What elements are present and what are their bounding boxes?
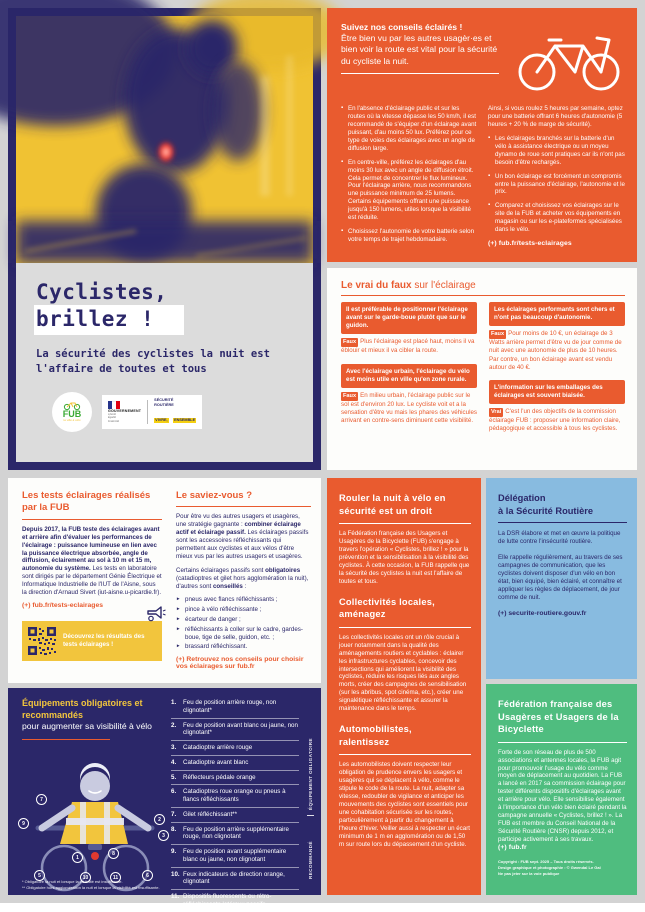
footnote-1: * Obligatoire la nuit et lorsque la visibilité est insuffisante.	[22, 879, 123, 884]
copyright	[498, 859, 627, 877]
cyclist-illustration	[14, 766, 174, 884]
cover-photo	[16, 16, 313, 263]
sr-badge-line1: VIVRE,	[155, 417, 168, 422]
equipment-row: 11. Dispositifs fluorescents ou rétro-réfléchissants latéraux passifs	[171, 893, 272, 908]
flashlight-icon	[144, 605, 166, 628]
sr-line2: ROUTIÈRE	[154, 403, 174, 407]
saviez-p1: Pour être vu des autres usagers et usagères, une stratégie gagnante : combiner éclairage actif et éclairage passif. Les éclairages passifs sont les accessoires réfléchissants qui permettent aux cyclistes et aux vélos d'être mieux vus par les autres usagers et usagères.	[176, 513, 309, 561]
footnotes	[22, 879, 192, 891]
motto-liberte: Liberté	[108, 413, 116, 417]
divider	[498, 522, 627, 523]
fub-logo-text: FUB	[62, 409, 82, 419]
conseil-item: ▪ Un bon éclairage est forcément un compromis entre la puissance d'éclairage, l'autonomie et le prix.	[488, 173, 625, 197]
equipements-title-rest: pour augmenter sa visibilité à vélo	[22, 721, 152, 732]
passif-item: ► pneus avec flancs réfléchissants ;	[176, 596, 311, 604]
verdict-badge: Vrai	[489, 408, 503, 417]
figure-badge: 3	[158, 830, 169, 841]
conseils-panel	[327, 8, 637, 262]
answer: Faux Plus l'éclairage est placé haut, moins il va éblouir et mieux il va cibler la route.	[341, 338, 475, 355]
conseil-note: Ainsi, si vous roulez 5 heures par semaine, optez pour une batterie offrant 6 heures d'autonomie (5 heures + 20 % de marge de sécurité).	[488, 105, 623, 128]
conseil-item: ▪ Comparez et choisissez vos éclairages sur le site de la FUB et acheter vos équipements en magasin ou sur les e-plateformes spécialisées dans le vélo.	[488, 202, 625, 234]
claim-box: Il est préférable de positionner l'éclairage avant sur le garde-boue plutôt que sur le guidon.	[341, 302, 477, 334]
droit-panel	[327, 478, 481, 895]
figure-badge: 10	[80, 872, 91, 883]
equipment-row: 6. Catadioptres roue orange ou pneus à flancs réfléchissants	[171, 785, 299, 808]
sr-line1: SÉCURITÉ	[154, 398, 174, 403]
divider	[341, 73, 499, 74]
cover-title-line2: brillez !	[34, 305, 184, 334]
equipment-row: 5. Réflecteurs pédale orange	[171, 771, 299, 786]
fub-logo	[52, 392, 92, 432]
divider	[339, 627, 471, 628]
sr-badge-line2: ENSEMBLE	[174, 417, 196, 422]
saviez-p2: Certains éclairages passifs sont obligatoires (catadioptres et gilet hors agglomération la nuit), d'autres sont conseillés :	[176, 566, 309, 590]
qr-code	[27, 626, 57, 656]
divider	[176, 506, 311, 507]
dsr-panel	[486, 478, 637, 679]
french-flag-icon	[108, 401, 120, 409]
divider	[22, 519, 162, 520]
divider	[339, 754, 471, 755]
logo-divider	[147, 400, 148, 424]
saviez-title: Le saviez-vous ?	[176, 490, 253, 501]
fub-panel	[486, 684, 637, 895]
tests-title: Les tests éclairages réalisés par la FUB	[22, 490, 151, 514]
passif-item: ► réfléchissants à coller sur le cadre, gardes-boue, tige de selle, guidon, etc. ;	[176, 626, 311, 642]
equipment-row: 2. Feu de position avant blanc ou jaune, non clignotant*	[171, 719, 299, 742]
side-labels	[307, 698, 314, 880]
copyright-line3: Ne pas jeter sur la voie publique	[498, 870, 560, 876]
claim-box: Les éclairages performants sont chers et n'ont pas beaucoup d'autonomie.	[489, 302, 625, 326]
tests-eclairages-link[interactable]: (+) fub.fr/tests-eclairages	[22, 602, 104, 610]
label-recommande: RECOMMANDÉ	[308, 841, 313, 879]
dsr-p1: La DSR élabore et met en œuvre la politique de lutte contre l'insécurité routière.	[498, 530, 621, 546]
divider	[22, 739, 110, 740]
vrai-faux-panel	[327, 268, 637, 470]
copyright-line1: Copyright : FUB sept. 2025 – Tous droits réservés.	[498, 858, 594, 864]
cover-title-line1: Cyclistes,	[36, 280, 168, 304]
qr-callout	[22, 621, 162, 661]
equipment-row: 10. Feux indicateurs de direction orange, clignotant	[171, 868, 299, 891]
collectivites-title: Collectivités locales, aménagez	[339, 596, 435, 620]
answer: Faux En milieu urbain, l'éclairage public sur le sol est d'environ 20 lux. Le cycliste voit et a la sensation d'être vu mais les phares des véhicules arrivant en contre-sens diminuent cette visibilité.	[341, 391, 478, 425]
equipment-row: 7. Gilet réfléchissant**	[171, 808, 299, 823]
verdict-badge: Faux	[489, 330, 506, 339]
conseil-item: ▪ Les éclairages branchés sur la batterie d'un vélo à assistance électrique ou un moyeu dynamo de roue sont pratiques car ils n'ont pas besoin d'être rechargés.	[488, 135, 625, 167]
claim-box: Avec l'éclairage urbain, l'éclairage du vélo est moins utile en ville qu'en zone rurale.	[341, 364, 477, 388]
tests-eclairages-link[interactable]: (+) fub.fr/tests-eclairages	[488, 240, 572, 248]
equipment-row: 1. Feu de position arrière rouge, non clignotant*	[171, 696, 299, 719]
equipements-title-bold: Équipements obligatoires et recommandés	[22, 698, 143, 720]
fub-conseils-link[interactable]: (+) Retrouvez nos conseils pour choisir vos éclairages sur fub.fr	[176, 656, 304, 671]
bike-icon	[513, 26, 625, 99]
figure-badge: 7	[36, 794, 47, 805]
equipment-row: 9. Feu de position avant supplémentaire blanc ou jaune, non clignotant	[171, 845, 299, 868]
motto-fraternite: Fraternité	[108, 419, 120, 423]
passif-item: ► brassard réfléchissant.	[176, 643, 311, 651]
conseils-title: Suivez nos conseils éclairés !	[341, 22, 463, 32]
dsr-title: Délégation à la Sécurité Routière	[498, 493, 594, 516]
dsr-p2: Elle rappelle régulièrement, au travers de ses campagnes de communication, que les cyclistes doivent disposer d'un vélo en bon état, bien équipé, bien éclairé, et connaître et appliquer les règles de déplacement, de jour comme de nuit.	[498, 553, 623, 601]
passif-item: ► écarteur de danger ;	[176, 616, 311, 624]
collectivites-body: Les collectivités locales ont un rôle crucial à jouer notamment dans la qualité des aménagements routiers et cyclables : éclairer les infrastructures cyclables, concevoir des intersections qui améliorent la visibilité des cyclistes, réduire les risques liés aux angles morts, créer des campagnes de sensibilisation (sur les abribus, spot cinéma, etc.), créer une signalétique réfléchissante et assurer la maintenance dans le temps.	[339, 633, 467, 713]
cover-title	[36, 279, 313, 335]
vrai-faux-title: Le vrai du faux sur l'éclairage	[341, 280, 476, 291]
divider	[339, 523, 471, 524]
cyclist-night-photo	[16, 16, 313, 263]
answer: Faux Pour moins de 10 €, un éclairage de 3 Watts arrière permet d'être vu de jour comme de nuit avec une autonomie de plus de 10 heures. Par contre, un bon éclairage avant est vendu autour de 40 €.	[489, 330, 622, 371]
conseils-intro: Être bien vu par les autres usagèr·es et bien voir la route est vital pour la sécurité du cycliste la nuit.	[341, 33, 498, 66]
fub-body: Forte de son réseau de plus de 500 associations et antennes locales, la FUB agit pour promouvoir l'usage du vélo comme moyen de déplacement au quotidien. La FUB a lancé en 2017 sa commission éclairage pour tester différents dispositifs d'éclairages avant et arrière pour vélo. Elle sensibilise également à l'importance d'un vélo bien éclairé pendant la campagne annuelle « Cyclistes, brillez ! ». La FUB est membre du Conseil National de la Sécurité Routière (CNSR) depuis 2012, et participe activement à ses travaux.	[498, 748, 627, 843]
figure-badge: 1	[72, 852, 83, 863]
figure-badge: 8	[108, 848, 119, 859]
tests-body: Depuis 2017, la FUB teste des éclairages avant et arrière afin d'évaluer les performances de l'éclairage : puissance lumineuse en lien avec la puissance électrique absorbée, angle de diffusion, éclairement au sol à 10 m et 15 m, autonomie du système. Les tests en laboratoire sont dirigés par le département Génie Électrique et Informatique Industrielle de l'IUT de l'Aisne, sous la direction d'Arnaud Sivert (iut-aisne.u-picardie.fr).	[22, 525, 162, 597]
fub-title: Fédération française des Usagères et Usagers de la Bicyclette	[498, 699, 619, 735]
fub-link[interactable]: (+) fub.fr	[498, 843, 527, 851]
cover-text-area	[16, 263, 313, 462]
figure-badge: 2	[154, 814, 165, 825]
figure-badge: 11	[110, 872, 121, 883]
conseil-item: ▪ En centre-ville, préférez les éclairages d'au moins 30 lux avec un angle de diffusion étroit. Cela permet de concentrer le flux lumineux. Pour l'éclairage arrière, nous recommandons une puissance minimum de 25 lumens. Certains équipements offrant une puissance jusqu'à 150 lumens, utiles lorsque la visibilité est réduite.	[341, 159, 478, 223]
equipment-row: 8. Feu de position arrière supplémentaire rouge, non clignotant	[171, 823, 299, 846]
equipment-row: 4. Catadioptre avant blanc	[171, 756, 299, 771]
logo-row	[52, 392, 202, 432]
answer: Vrai C'est l'un des objectifs de la commission éclairage FUB : proposer une information claire, pédagogique et accessible à tous les cyclistes.	[489, 407, 621, 433]
divider	[341, 295, 625, 296]
automobilistes-title: Automobilistes, ralentissez	[339, 724, 412, 747]
tests-panel	[8, 478, 321, 683]
conseil-item: ▪ En l'absence d'éclairage public et sur les routes où la vitesse dépasse les 50 km/h, il est recommandé de s'équiper d'un éclairage avant puissant, d'au moins 50 lux. Préférez pour ce type de voies des éclairages avec un angle de diffusion large.	[341, 105, 478, 153]
securite-routiere-logo	[154, 398, 196, 426]
securite-routiere-link[interactable]: (+) securite-routiere.gouv.fr	[498, 609, 587, 617]
equipment-row: 3. Catadioptre arrière rouge	[171, 741, 299, 756]
verdict-badge: Faux	[341, 338, 358, 347]
motto-egalite: Égalité	[108, 416, 116, 420]
gouvernement-logo	[102, 395, 202, 429]
automobilistes-body: Les automobilistes doivent respecter leur obligation de prudence envers les usagers et usagères qui se déplacent à vélo, comme le stipule le code de la route. La nuit, adapter sa vitesse, redoubler de vigilance et anticiper les mouvements des cyclistes sont essentiels pour une cohabitation sécurisée sur les routes, particulièrement à partir du changement à l'heure d'hiver. Veiller aussi à respecter un écart minimum de 1 m en agglomération ou de 1,50 m sur route lors du dépassement d'un cycliste.	[339, 761, 470, 848]
conseil-item: ▪ Choisissez l'autonomie de votre batterie selon votre temps de trajet hebdomadaire.	[341, 228, 478, 244]
cover-panel	[8, 8, 321, 470]
fub-logo-tagline: la ville à vélo	[63, 418, 81, 422]
figure-badge: 9	[18, 818, 29, 829]
divider	[498, 742, 627, 743]
droit-body: La Fédération française des Usagers et Usagères de la Bicyclette (FUB) s'engage à travers l'opération « Cyclistes, brillez ! » pour la prévention et la sensibilisation à la visibilité des cyclistes. À cette occasion, la FUB rappelle que la sécurité des cyclistes la nuit est l'affaire de toutes et tous.	[339, 530, 470, 585]
figure-badge: 6	[142, 870, 153, 881]
passif-item: ► pince à vélo réfléchissante ;	[176, 606, 311, 614]
figure-badge: 5	[34, 870, 45, 881]
divider	[307, 815, 314, 816]
verdict-badge: Faux	[341, 392, 358, 401]
cover-subtitle: La sécurité des cyclistes la nuit est l'affaire de toutes et tous	[36, 347, 270, 376]
droit-title: Rouler la nuit à vélo en sécurité est un droit	[339, 493, 446, 516]
qr-label: Découvrez les résultats des tests éclairages !	[63, 633, 145, 649]
footnote-2: ** Obligatoire hors agglomération la nuit et lorsque la visibilité est insuffisante.	[22, 885, 160, 890]
equipements-panel	[8, 688, 321, 908]
gouvernement-label: GOUVERNEMENT	[108, 409, 142, 414]
label-obligatoire: ÉQUIPEMENT OBLIGATOIRE	[308, 738, 313, 810]
claim-box: L'information sur les emballages des éclairages est souvent biaisée.	[489, 380, 625, 404]
copyright-line2: Design graphique et photographie : © Gwendal Le Gal	[498, 864, 601, 870]
